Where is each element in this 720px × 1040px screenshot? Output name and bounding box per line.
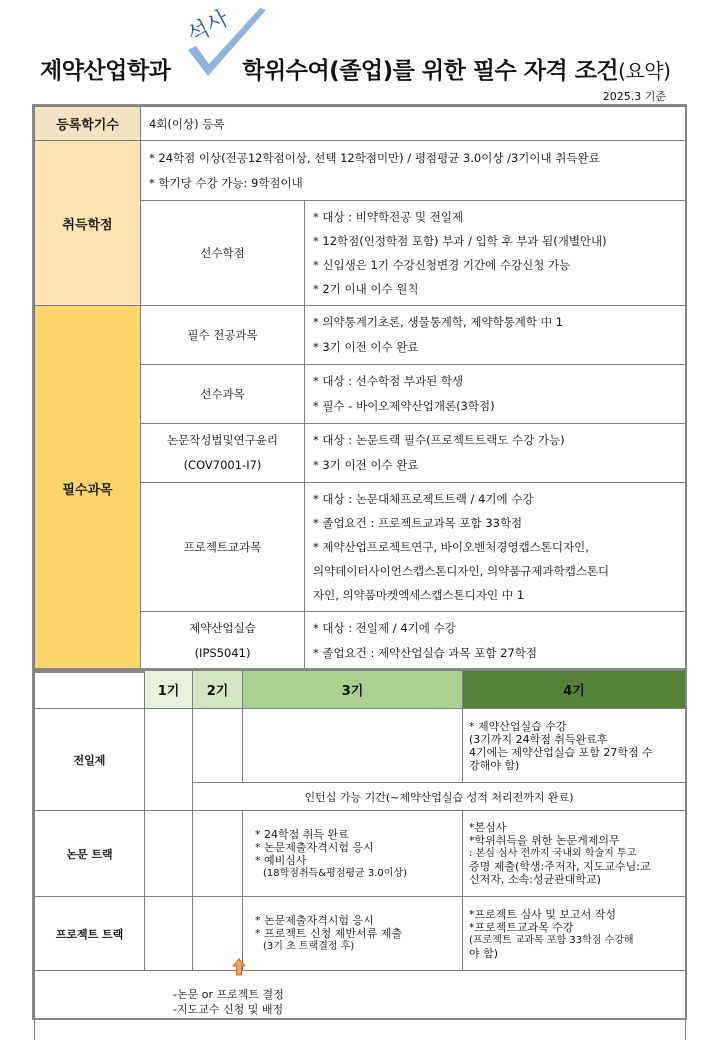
course-details: * 대상 : 논문대체프로젝트트랙 / 4기에 수강 * 졸업요건 : 프로젝트교과목 포함 33학점 * 제약산업프로젝트연구, 바이오벤처경영캡스톤디자인, 의약데이터사이언스캡스톤디자인, 의약품규제과학캡스톤디 자인, 의약품마켓엑세스캡스톤디자인 中 1 xyxy=(305,483,686,612)
course-details: * 의약통계기초론, 생물통계학, 제약학통계학 中 1 * 3기 이전 이수 완료 xyxy=(305,306,686,365)
fulltime-label: 전일제 xyxy=(35,709,145,811)
thesis-term3: * 24학점 취득 완료 * 논문제출자격시험 응시 * 예비심사 (18학점취득&평점평균 3.0이상) xyxy=(243,811,463,897)
title-suffix: (요약) xyxy=(618,59,671,83)
course-name: 프로젝트교과목 xyxy=(141,483,305,612)
timeline-table xyxy=(32,668,687,1020)
page-title xyxy=(40,52,670,85)
internship-period: 인턴십 가능 기간(~제약산업실습 성적 처리전까지 완료) xyxy=(193,783,686,811)
project-track-label: 프로젝트 트랙 xyxy=(35,897,145,971)
registration-label: 등록학기수 xyxy=(35,107,141,141)
course-name: 제약산업실습 (IPS5041) xyxy=(141,612,305,671)
term-header-3: 3기 xyxy=(243,671,463,709)
course-name: 필수 전공과목 xyxy=(141,306,305,365)
cell-empty xyxy=(145,709,193,811)
requirements-table xyxy=(32,104,687,673)
term-header-2: 2기 xyxy=(193,671,243,709)
credits-general: * 24학점 이상(전공12학점이상, 선택 12학점미만) / 평점평균 3.0이상 /3기이내 취득완료 * 학기당 수강 가능: 9학점이내 xyxy=(141,141,686,201)
registration-value: 4회(이상) 등록 xyxy=(141,107,686,141)
cell-empty xyxy=(193,709,243,783)
corner-cell xyxy=(35,671,145,709)
term-header-4: 4기 xyxy=(463,671,686,709)
arrow-up-icon xyxy=(232,958,246,976)
date-note: 2025.3 기준 xyxy=(602,90,666,103)
decision-cell xyxy=(35,971,686,1040)
course-details: * 대상 : 선수학점 부과된 학생 * 필수 - 바이오제약산업개론(3학점) xyxy=(305,365,686,424)
term-header-1: 1기 xyxy=(145,671,193,709)
prereq-credits-label: 선수학점 xyxy=(141,201,305,306)
project-term3: * 논문제출자격시험 응시 * 프로젝트 신청 제반서류 제출 (3기 초 트랙결정 후) xyxy=(243,897,463,971)
required-courses-label: 필수과목 xyxy=(35,306,141,671)
cell-empty xyxy=(145,897,193,971)
decision-note: -논문 or 프로젝트 결정 -지도교수 신청 및 배정 xyxy=(173,988,284,1016)
title-part-2: 학위수여(졸업)를 위한 필수 자격 조건 xyxy=(242,58,619,84)
course-details: * 대상 : 전일제 / 4기에 수강 * 졸업요건 : 제약산업실습 과목 포함 27학점 xyxy=(305,612,686,671)
title-area xyxy=(0,0,720,103)
cell-empty xyxy=(145,811,193,897)
thesis-term4: *본심사 *학위취득을 위한 논문게제의무 : 본심 심사 전까지 국내외 학술지 투고 증명 제출(학생:주저자, 지도교수님:교 신저자, 소속:성균관대학교) xyxy=(463,811,686,897)
course-name: 선수과목 xyxy=(141,365,305,424)
prereq-credits-details: * 대상 : 비약학전공 및 전일제 * 12학점(인정학점 포함) 부과 / 입학 후 부과 됨(개별안내) * 신입생은 1기 수강신청변경 기간에 수강신청 가능 * 2기 이내 이수 원칙 xyxy=(305,201,686,306)
stamp-text: 석사 xyxy=(183,6,233,49)
title-part-1: 제약산업학과 xyxy=(40,58,171,84)
project-term4: *프로젝트 심사 및 보고서 작성 *프로젝트교과목 수강 (프로젝트 교과목 포함 33학점 수강해 야 함) xyxy=(463,897,686,971)
credits-label: 취득학점 xyxy=(35,141,141,306)
course-details: * 대상 : 논문트랙 필수(프로젝트트랙도 수강 가능) * 3기 이전 이수 완료 xyxy=(305,424,686,483)
fulltime-term4: * 제약산업실습 수강 (3기까지 24학점 취득완료후 4기에는 제약산업실습 포함 27학점 수 강해야 함) xyxy=(463,709,686,783)
thesis-track-label: 논문 트랙 xyxy=(35,811,145,897)
cell-empty xyxy=(243,709,463,783)
course-name: 논문작성법및연구윤리 (COV7001-I7) xyxy=(141,424,305,483)
cell-empty xyxy=(193,811,243,897)
